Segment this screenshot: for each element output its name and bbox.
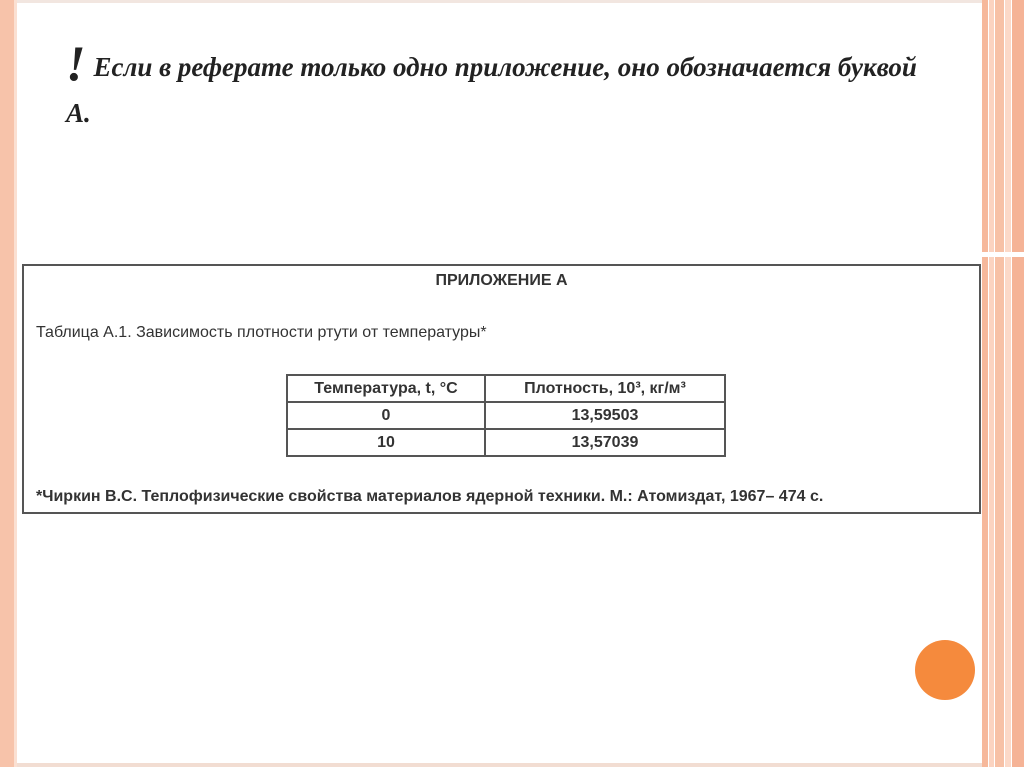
- frame-bottom-line: [17, 763, 982, 767]
- decorative-circle: [915, 640, 975, 700]
- frame-right-stripe: [1005, 0, 1011, 767]
- table-cell: 10: [287, 429, 485, 456]
- table-cell: 13,59503: [485, 402, 725, 429]
- table-cell: 13,57039: [485, 429, 725, 456]
- frame-right-stripe: [1012, 0, 1024, 767]
- table-caption: Таблица А.1. Зависимость плотности ртути от температуры*: [36, 324, 487, 341]
- table-footnote: *Чиркин В.С. Теплофизические свойства материалов ядерной техники. М.: Атомиздат, 1967– 474 с.: [36, 488, 824, 505]
- frame-top-line: [17, 0, 982, 3]
- frame-right-gap: [982, 252, 1024, 257]
- table-cell: 0: [287, 402, 485, 429]
- frame-right-stripe: [982, 0, 988, 767]
- appendix-title: ПРИЛОЖЕНИЕ А: [435, 272, 568, 289]
- frame-right-stripe: [989, 0, 994, 767]
- data-table: [286, 374, 726, 457]
- table-header-cell: Плотность, 10³, кг/м³: [485, 375, 725, 402]
- exclamation-mark: !: [66, 35, 86, 91]
- appendix-image: [22, 264, 981, 514]
- slide-heading: [66, 35, 946, 136]
- frame-left-stripe: [0, 0, 14, 767]
- table-row: [287, 429, 725, 456]
- frame-left-stripe-inner: [14, 0, 17, 767]
- table-header-cell: Температура, t, °С: [287, 375, 485, 402]
- table-header-row: [287, 375, 725, 402]
- frame-right-stripe: [995, 0, 1004, 767]
- heading-text: Если в реферате только одно приложение, оно обозначается буквой А.: [66, 52, 917, 128]
- table-row: [287, 402, 725, 429]
